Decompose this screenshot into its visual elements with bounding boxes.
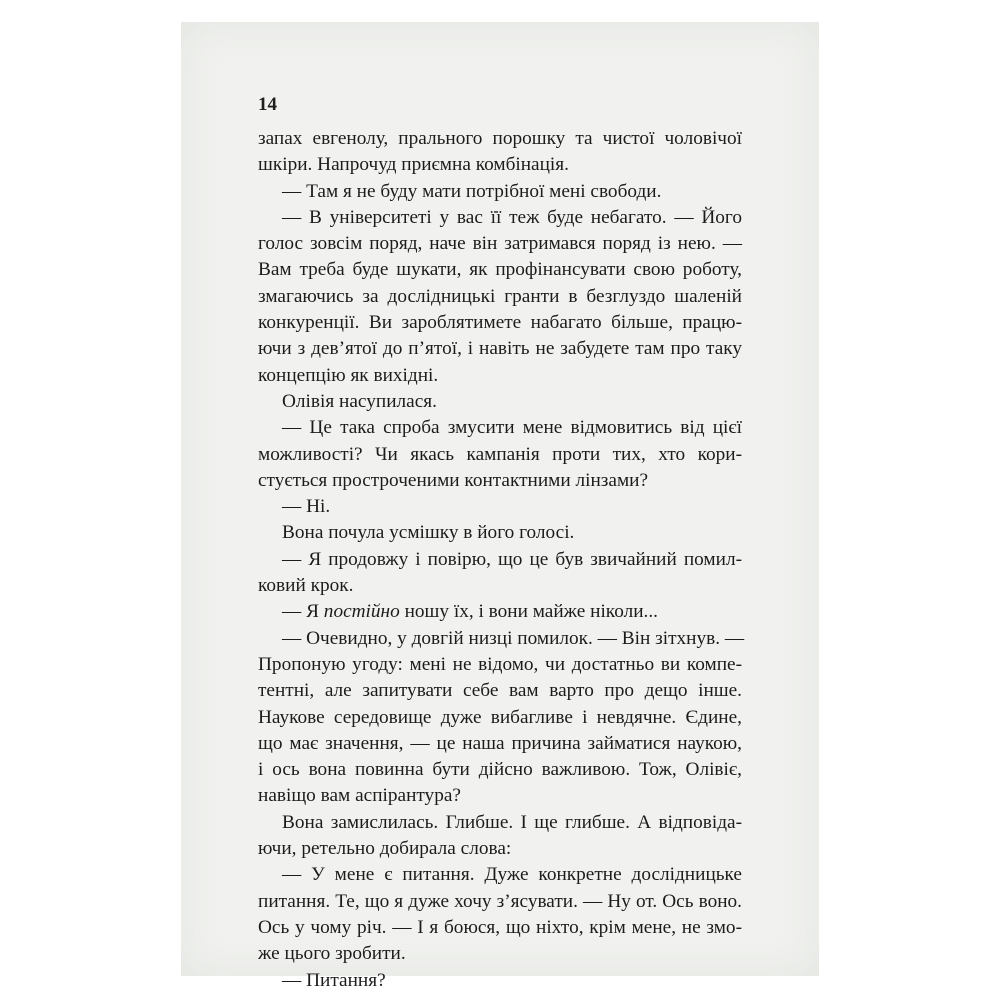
text-line: запах евгенолу, прального порошку та чистої чоловічої xyxy=(258,128,742,149)
text-line: — Там я не буду мати потрібної мені свободи. xyxy=(282,180,662,202)
text-line: — Очевидно, у довгій низці помилок. — Він зітхнув. — xyxy=(282,627,745,649)
text-line: змагаючись за дослідницькі гранти в безглуздо шаленій xyxy=(258,285,742,307)
text-line: Вона почула усмішку в його голосі. xyxy=(282,522,575,544)
text-line: ючи з дев’ятої до п’ятої, і навіть не забудете там про таку xyxy=(258,338,742,360)
text-line: Ось у чому річ. — І я боюся, що ніхто, крім мене, не змо- xyxy=(258,916,742,938)
text-segment: ношу їх, і вони майже ніколи... xyxy=(399,601,658,623)
text-line: навіщо вам аспірантура? xyxy=(258,785,461,807)
text-line: Олівія насупилася. xyxy=(282,390,437,412)
text-line: шкіри. Напрочуд приємна комбінація. xyxy=(258,154,569,176)
text-line: ковий крок. xyxy=(258,575,354,597)
book-page xyxy=(181,22,819,991)
text-line: — В університеті у вас її теж буде небагато. — Його xyxy=(282,206,742,228)
text-line: ючи, ретельно добирала слова: xyxy=(258,838,512,860)
text-line: що має значення, — це наша причина займатися наукою, xyxy=(258,732,742,754)
text-line: питання. Те, що я дуже хочу з’ясувати. — Ну от. Ось воно. xyxy=(258,890,742,912)
text-line: Наукове середовище дуже вибагливе і невдячне. Єдине, xyxy=(258,706,742,728)
text-line: голос зовсім поряд, наче він затримався поряд із нею. — xyxy=(258,233,742,255)
page-number: 14 xyxy=(258,94,277,115)
text-line: і ось вона повинна бути дійсно важливою. Тож, Олівіє, xyxy=(258,759,742,781)
text-line xyxy=(258,599,742,625)
text-line: тентні, але запитувати себе вам варто про дещо інше. xyxy=(258,680,742,702)
text-segment: — Я xyxy=(282,601,324,623)
text-line: — Я продовжу і повірю, що це був звичайний помил- xyxy=(282,548,742,570)
text-line: Вона замислилась. Глибше. І ще глибше. А відповіда- xyxy=(282,811,742,833)
text-line: стується простроченими контактними лінзами? xyxy=(258,469,649,491)
text-line: концепцію як вихідні. xyxy=(258,364,439,386)
text-line: Вам треба буде шукати, як профінансувати свою роботу, xyxy=(258,259,742,281)
text-line: — Ні. xyxy=(282,496,331,518)
text-line: — Питання? xyxy=(282,969,386,991)
text-line: — У мене є питання. Дуже конкретне дослідницьке xyxy=(282,864,742,886)
italic-emphasis: постійно xyxy=(323,601,400,623)
text-line: же цього зробити. xyxy=(258,943,406,965)
text-line: можливості? Чи якась кампанія проти тих, хто кори- xyxy=(258,443,742,465)
text-line: Пропоную угоду: мені не відомо, чи достатньо ви компе- xyxy=(258,653,742,675)
text-line: конкуренції. Ви зароблятимете набагато більше, працю- xyxy=(258,312,742,334)
body-text xyxy=(258,126,745,994)
text-line: — Це така спроба змусити мене відмовитись від цієї xyxy=(282,417,742,439)
